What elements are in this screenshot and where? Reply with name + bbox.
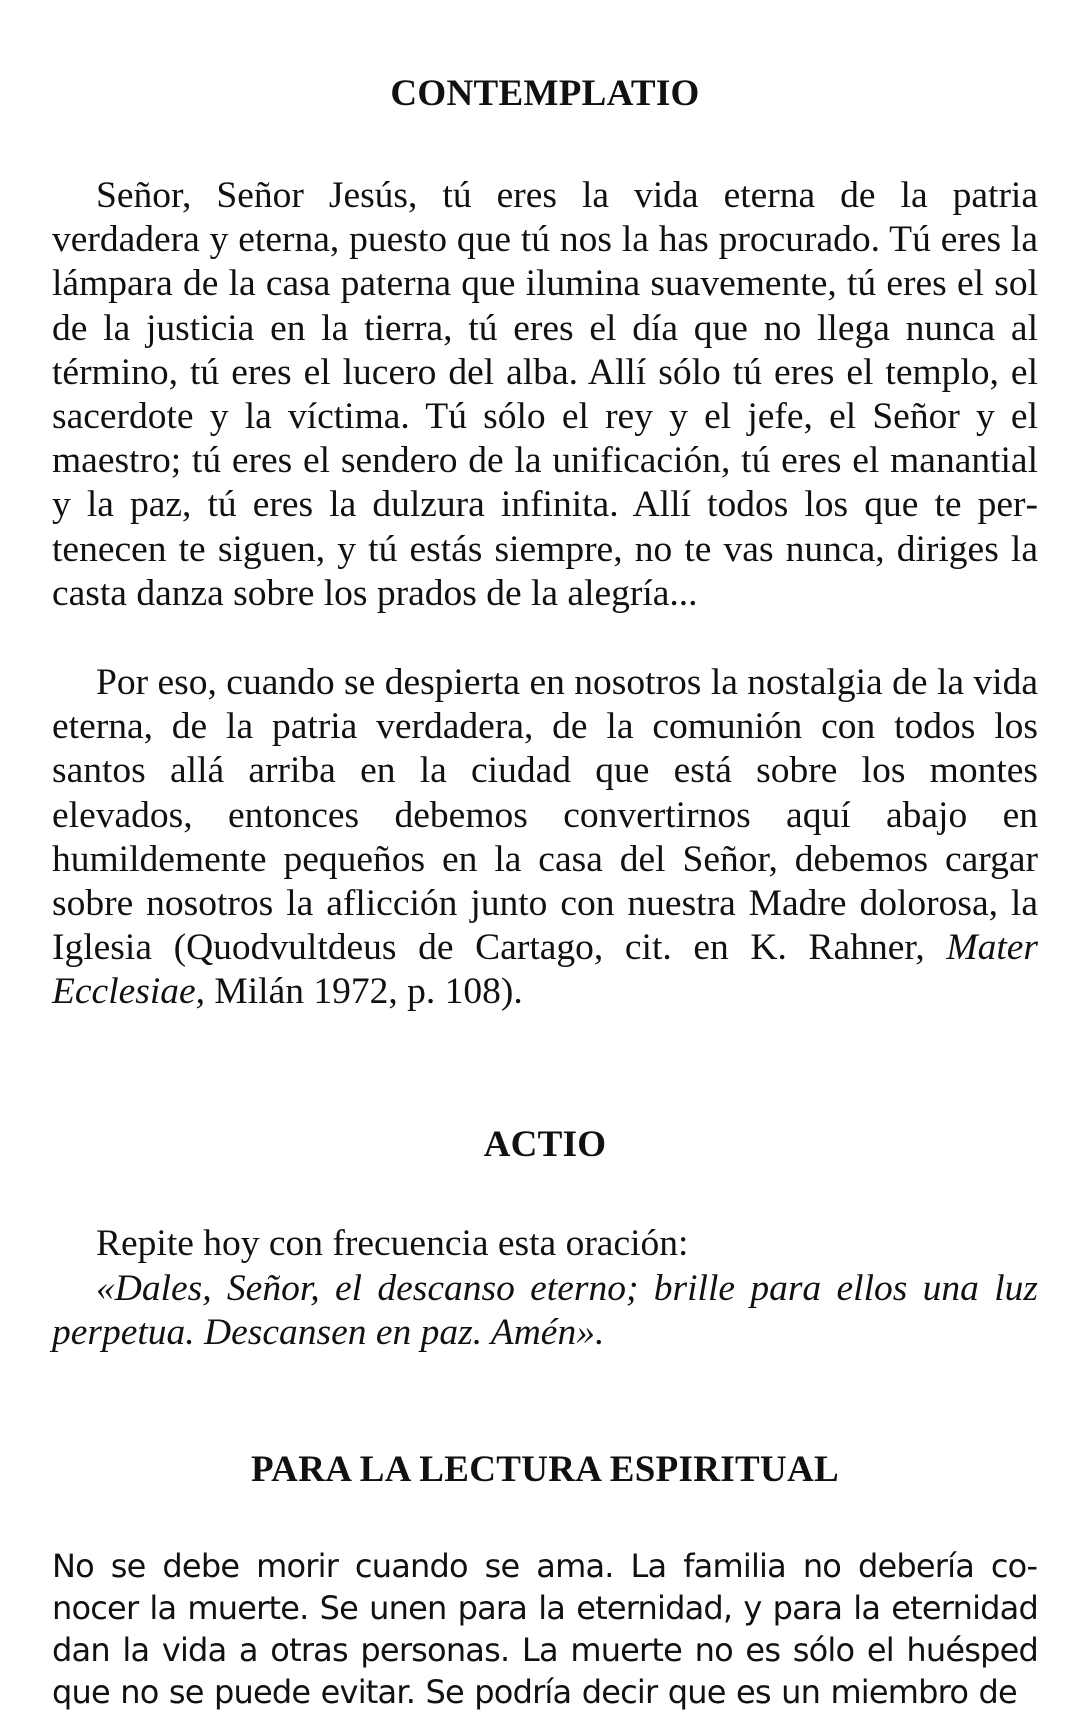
contemplatio-paragraph-2-citation: Milán 1972, p. 108). xyxy=(205,971,523,1013)
actio-intro: Repite hoy con frecuencia esta oración: xyxy=(96,1223,689,1264)
section-title-actio: ACTIO xyxy=(483,1124,607,1165)
contemplatio-paragraph-2-text: Por eso, cuando se despierta en nosotros la nostalgia de la vida eterna, de la patria verdadera, de la comunión con todos los santos allá arriba en la ciudad que está sobre los montes elevados, entonces debemos convertirnos aquí abajo en humildemente pequeños en la casa del Señor, debemos cargar sobre nosotros la aflicción junto con nuestra Madre dolorosa, la Iglesia (Quodvultdeus de Cartago, cit. en K. Rahner, xyxy=(52,662,1038,969)
contemplatio-paragraph-1: Señor, Señor Jesús, tú eres la vida eterna de la patria verdadera y eterna, puesto que tú nos la has procurado. Tú eres la lámpara de la casa paterna que ilumina suavemente, tú eres el sol de la justicia en la tierra, tú eres el día que no llega nunca al término, tú eres el lucero del alba. Allí sólo tú eres el templo, el sacerdote y la víctima. Tú sólo el rey y el jefe, el Señor y el maestro; tú eres el sendero de la unificación, tú eres el manantial y la paz, tú eres la dulzura infinita. Allí todos los que te pertenecen te siguen, y tú estás siempre, no te vas nunca, diriges la casta danza sobre los prados de la alegría... xyxy=(52,175,1038,614)
section-title-lectura: PARA LA LECTURA ESPIRITUAL xyxy=(251,1449,839,1490)
section-title-contemplatio: CONTEMPLATIO xyxy=(390,73,700,114)
actio-prayer: «Dales, Señor, el descanso eterno; brille para ellos una luz perpetua. Descansen en paz. Amén». xyxy=(52,1268,1038,1354)
contemplatio-paragraph-2 xyxy=(52,661,1038,1015)
cited-work-title: Mater Ecclesiae, xyxy=(52,927,1038,1013)
lectura-paragraph: No se debe morir cuando se ama. La familia no debería conocer la muerte. Se unen para la eternidad, y para la eternidad dan la vida a otras personas. La muerte no es sólo el huésped que no se puede evitar. Se podría decir que es un miembro de xyxy=(52,1547,1038,1711)
document-page xyxy=(52,0,1038,1734)
